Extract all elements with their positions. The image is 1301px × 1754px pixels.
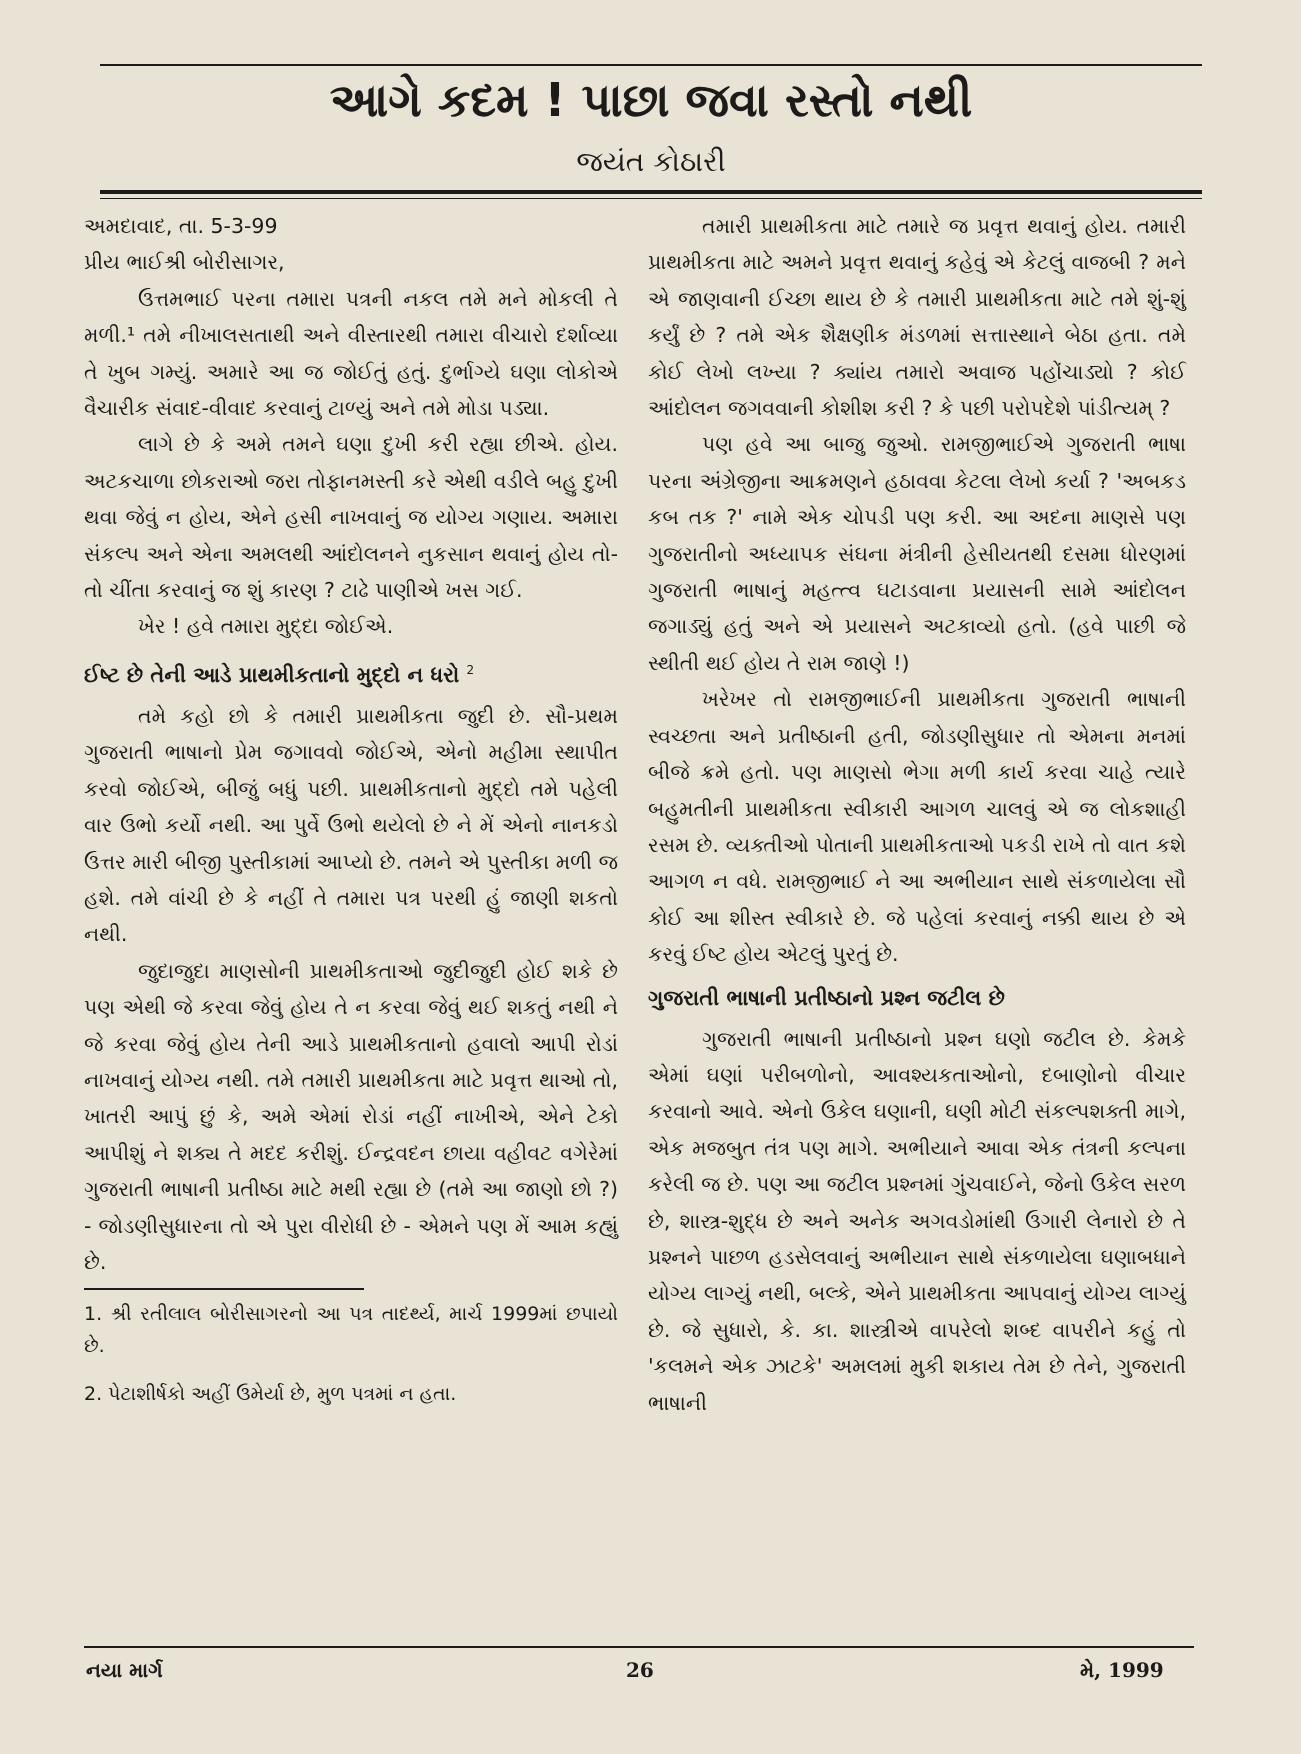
paragraph: પણ હવે આ બાજુ જુઓ. રામજીભાઈએ ગુજરાતી ભાષા પરના અંગ્રેજીના આક્રમણને હઠાવવા કેટલા લેખો કર્યા ? 'અબકડ કબ તક ?' નામે એક ચોપડી પણ કરી. આ અદના માણસે પણ ગુજરાતીનો અધ્યાપક સંઘના મંત્રીની હેસીયતથી દસમા ધોરણમાં ગુજરાતી ભાષાનું મહત્ત્વ ઘટાડવાના પ્રયાસની સામે આંદોલન જગાડ્યું હતું અને એ પ્રયાસને અટકાવ્યો હતો. (હવે પાછી જે સ્થીતી થઈ હોય તે રામ જાણે !) xyxy=(648,432,1186,675)
paragraph: તમે કહો છો કે તમારી પ્રાથમીકતા જુદી છે. સૌ-પ્રથમ ગુજરાતી ભાષાનો પ્રેમ જગાવવો જોઈએ, એનો મહીમા સ્થાપીત કરવો જોઈએ, બીજું બધું પછી. પ્રાથમીકતાનો મુદ્દો તમે પહેલી વાર ઉભો કર્યો નથી. આ પુર્વે ઉભો થયેલો છે ને મેં એનો નાનકડો ઉત્તર મારી બીજી પુસ્તીકામાં આપ્યો છે. તમને એ પુસ્તીકા મળી જ હશે. તમે વાંચી છે કે નહીં તે તમારા પત્ર પરથી હું જાણી શકતો નથી. xyxy=(84,703,618,947)
subheading: ગુજરાતી ભાષાની પ્રતીષ્ઠાનો પ્રશ્ન જટીલ છે xyxy=(648,985,1005,1010)
paragraph: તમારી પ્રાથમીકતા માટે તમારે જ પ્રવૃત્ત થવાનું હોય. તમારી પ્રાથમીકતા માટે અમને પ્રવૃત્ત થવાનું કહેવું એ કેટલું વાજબી ? મને એ જાણવાની ઈચ્છા થાય છે કે તમારી પ્રાથમીકતા માટે તમે શું-શું કર્યું છે ? તમે એક શૈક્ષણીક મંડળમાં સત્તાસ્થાને બેઠા હતા. તમે કોઈ લેખો લખ્યા ? ક્યાંય તમારો અવાજ પહોંચાડ્યો ? કોઈ આંદોલન જગવવાની કોશીશ કરી ? કે પછી પરોપદેશે પાંડીત્યમ્ ? xyxy=(648,214,1186,421)
header-rule-thick xyxy=(100,190,1202,194)
paragraph: ખેર ! હવે તમારા મુદ્દા જોઈએ. xyxy=(138,614,394,639)
footnote-marker: 2 xyxy=(466,662,475,677)
footnote: 1. શ્રી રતીલાલ બોરીસાગરનો આ પત્ર તાદર્થ્ય, માર્ચ 1999માં છપાયો છે. xyxy=(84,1303,618,1358)
article-title: આગે કદમ ! પાછા જવા રસ્તો નથી xyxy=(329,73,973,127)
paragraph: જુદાજુદા માણસોની પ્રાથમીકતાઓ જુદીજુદી હોઈ શકે છે પણ એથી જે કરવા જેવું હોય તે ન કરવા જેવું થઈ શકતું નથી ને જે કરવા જેવું હોય તેની આડે પ્રાથમીકતાનો હવાલો આપી રોડાં નાખવાનું યોગ્ય નથી. તમે તમારી પ્રાથમીકતા માટે પ્રવૃત્ત થાઓ તો, ખાતરી આપું છું કે, અમે એમાં રોડાં નહીં નાખીએ, એને ટેકો આપીશું ને શક્ય તે મદદ કરીશું. ઈન્દ્રવદન છાયા વહીવટ વગેરેમાં ગુજરાતી ભાષાની પ્રતીષ્ઠા માટે મથી રહ્યા છે (તમે આ જાણો છો ?) - જોડણીસુધારના તો એ પુરા વીરોધી છે - એમને પણ મેં આમ કહ્યું છે. xyxy=(84,958,618,1274)
top-rule xyxy=(100,64,1202,66)
letter-date: અમદાવાદ, તા. 5-3-99 xyxy=(84,214,278,238)
footer-rule xyxy=(84,1646,1194,1648)
footer-publication: નયા માર્ગ xyxy=(86,1658,163,1682)
paragraph: ગુજરાતી ભાષાની પ્રતીષ્ઠાનો પ્રશ્ન ઘણો જટીલ છે. કેમકે એમાં ઘણાં પરીબળોનો, આવશ્યકતાઓનો, દબાણોનો વીચાર કરવાનો આવે. એનો ઉકેલ ઘણાની, ઘણી મોટી સંકલ્પશક્તી માગે, એક મજબુત તંત્ર પણ માગે. અભીયાને આવા એક તંત્રની કલ્પના કરેલી જ છે. પણ આ જટીલ પ્રશ્નમાં ગુંચવાઈને, જેનો ઉકેલ સરળ છે, શાસ્ત્ર-શુદ્ધ છે અને અનેક અગવડોમાંથી ઉગારી લેનારો છે તે પ્રશ્નને પાછળ હડસેલવાનું અભીયાન સાથે સંકળાયેલા ઘણાબધાને યોગ્ય લાગ્યું નથી, બલ્કે, એને પ્રાથમીકતા આપવાનું યોગ્ય લાગ્યું છે. જે સુધારો, કે. કા. શાસ્ત્રીએ વાપરેલો શબ્દ વાપરીને કહું તો 'કલમને એક ઝાટકે' અમલમાં મુકી શકાય તેમ છે તેને, ગુજરાતી ભાષાની xyxy=(648,1026,1186,1415)
right-column xyxy=(648,208,1186,1421)
letter-salutation: પ્રીય ભાઈશ્રી બોરીસાગર, xyxy=(84,250,285,275)
header-rule-thin xyxy=(100,198,1202,199)
subheading xyxy=(84,651,618,694)
paragraph: ખરેખર તો રામજીભાઈની પ્રાથમીકતા ગુજરાતી ભાષાની સ્વચ્છતા અને પ્રતીષ્ઠાની હતી, જોડણીસુધાર તો એમના મનમાં બીજે ક્રમે હતો. પણ માણસો ભેગા મળી કાર્ય કરવા ચાહે ત્યારે બહુમતીની પ્રાથમીકતા સ્વીકારી આગળ ચાલવું એ જ લોકશાહી રસમ છે. વ્યક્તીઓ પોતાની પ્રાથમીકતાઓ પકડી રાખે તો વાત કશે આગળ ન વધે. રામજીભાઈ ને આ અભીયાન સાથે સંકળાયેલા સૌ કોઈ આ શીસ્ત સ્વીકારે છે. જે પહેલાં કરવાનું નક્કી થાય છે એ કરવું ઈષ્ટ હોય એટલું પુરતું છે. xyxy=(648,687,1186,967)
footer-issue-date: મે, 1999 xyxy=(1080,1658,1164,1682)
footer-page-number: 26 xyxy=(626,1658,654,1682)
footnote-divider xyxy=(84,1288,364,1290)
paragraph: ઉત્તમભાઈ પરના તમારા પત્રની નકલ તમે મને મોકલી તે મળી.¹ તમે નીખાલસતાથી અને વીસ્તારથી તમારા વીચારો દર્શાવ્યા તે ખુબ ગમ્યું. અમારે આ જ જોઈતું હતું. દુર્ભાગ્યે ઘણા લોકોએ વૈચારીક સંવાદ-વીવાદ કરવાનું ટાળ્યું અને તમે મોડા પડ્યા. xyxy=(84,286,618,421)
subheading-text: ઈષ્ટ છે તેની આડે પ્રાથમીકતાનો મુદ્દો ન ધરો xyxy=(84,662,460,687)
left-column xyxy=(84,208,618,1410)
footnote: 2. પેટાશીર્ષકો અહીં ઉમેર્યા છે, મુળ પત્રમાં ન હતા. xyxy=(84,1383,457,1406)
article-author: જયંત કોઠારી xyxy=(576,145,726,178)
paragraph: લાગે છે કે અમે તમને ઘણા દુખી કરી રહ્યા છીએ. હોય. અટકચાળા છોકરાઓ જરા તોફાનમસ્તી કરે એથી વડીલે બહુ દુખી થવા જેવું ન હોય, એને હસી નાખવાનું જ યોગ્ય ગણાય. અમારા સંકલ્પ અને એના અમલથી આંદોલનને નુકસાન થવાનું હોય તો-તો ચીંતા કરવાનું જ શું કારણ ? ટાઢે પાણીએ ખસ ગઈ. xyxy=(84,432,618,603)
